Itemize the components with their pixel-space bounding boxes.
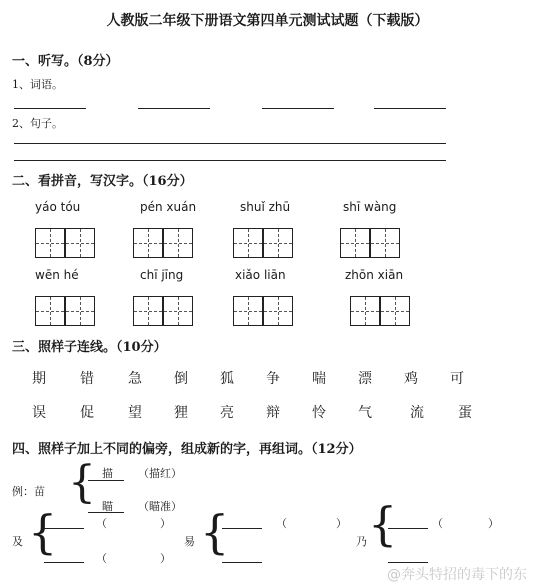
q2-paren-open-1: （	[276, 517, 287, 530]
section1-heading: 一、听写。（8分）	[12, 54, 119, 69]
writing-box[interactable]	[233, 228, 263, 258]
example-char-2: 瞄	[102, 500, 113, 513]
writing-box[interactable]	[380, 296, 410, 326]
section1-item2-label: 2、句子。	[12, 117, 63, 130]
q3-char-blank-1[interactable]	[388, 528, 428, 529]
example-line-1	[88, 480, 124, 481]
brace-icon: {	[28, 505, 58, 559]
writing-box[interactable]	[370, 228, 400, 258]
match-char-top[interactable]: 可	[450, 371, 464, 387]
match-char-bottom[interactable]: 流	[410, 405, 424, 421]
writing-box[interactable]	[133, 228, 163, 258]
q3-char-blank-2[interactable]	[388, 562, 428, 563]
brace-icon: {	[368, 497, 398, 551]
section3-heading: 三、照样子连线。（10分）	[12, 340, 167, 355]
match-char-top[interactable]: 喘	[312, 371, 326, 387]
word-blank-2[interactable]	[138, 108, 210, 109]
match-char-bottom[interactable]: 蛋	[458, 405, 472, 421]
writing-box[interactable]	[340, 228, 370, 258]
match-char-top[interactable]: 错	[80, 371, 94, 387]
q2-char-blank-1[interactable]	[222, 528, 262, 529]
writing-box[interactable]	[263, 296, 293, 326]
word-blank-4[interactable]	[374, 108, 446, 109]
pinyin-7: xiǎo liān	[235, 268, 286, 282]
writing-box[interactable]	[350, 296, 380, 326]
match-char-bottom[interactable]: 辩	[266, 405, 280, 421]
word-blank-1[interactable]	[14, 108, 86, 109]
writing-box[interactable]	[35, 228, 65, 258]
writing-box[interactable]	[35, 296, 65, 326]
writing-box[interactable]	[163, 228, 193, 258]
q3-paren-open-1: （	[432, 517, 443, 530]
match-char-top[interactable]: 鸡	[404, 371, 418, 387]
word-blank-3[interactable]	[262, 108, 334, 109]
match-char-top[interactable]: 倒	[174, 371, 188, 387]
brace-icon: {	[200, 505, 230, 559]
q2-base-char: 易	[184, 535, 195, 548]
brace-icon: {	[68, 457, 96, 508]
watermark: @奔头特招的毒下的东	[387, 567, 527, 583]
pinyin-2: pén xuán	[140, 200, 197, 214]
match-char-bottom[interactable]: 怜	[312, 405, 326, 421]
q1-paren-open-1: （	[96, 517, 107, 530]
match-char-top[interactable]: 漂	[358, 371, 372, 387]
q3-base-char: 乃	[356, 535, 367, 548]
page-title: 人教版二年级下册语文第四单元测试试题（下载版）	[106, 13, 429, 29]
example-label: 例：苗	[12, 485, 45, 498]
pinyin-4: shī wàng	[343, 200, 397, 214]
q2-char-blank-2[interactable]	[222, 562, 262, 563]
q1-paren-close-1: ）	[160, 517, 171, 530]
q1-base-char: 及	[12, 535, 23, 548]
q2-paren-close-1: ）	[336, 517, 347, 530]
match-char-bottom[interactable]: 望	[128, 405, 142, 421]
pinyin-8: zhōn xiān	[345, 268, 404, 282]
match-char-top[interactable]: 期	[32, 371, 46, 387]
q3-paren-close-1: ）	[488, 517, 499, 530]
writing-box[interactable]	[133, 296, 163, 326]
sentence-line-2[interactable]	[14, 160, 446, 161]
example-char-1: 描	[102, 467, 113, 480]
writing-box[interactable]	[65, 296, 95, 326]
match-char-bottom[interactable]: 误	[32, 405, 46, 421]
section4-heading: 四、照样子加上不同的偏旁，组成新的字，再组词。（12分）	[12, 442, 362, 457]
match-char-bottom[interactable]: 促	[80, 405, 94, 421]
pinyin-3: shuǐ zhū	[240, 200, 291, 214]
pinyin-6: chī jīng	[140, 268, 184, 282]
section1-item1-label: 1、词语。	[12, 78, 63, 91]
pinyin-1: yáo tóu	[35, 200, 81, 214]
writing-box[interactable]	[233, 296, 263, 326]
match-char-top[interactable]: 争	[266, 371, 280, 387]
match-char-top[interactable]: 狐	[220, 371, 234, 387]
q1-char-blank-2[interactable]	[44, 562, 84, 563]
sentence-line-1[interactable]	[14, 143, 446, 144]
q1-char-blank-1[interactable]	[44, 528, 84, 529]
example-word-1: （描红）	[138, 467, 182, 480]
pinyin-5: wēn hé	[35, 268, 79, 282]
match-char-top[interactable]: 急	[128, 371, 142, 387]
example-line-2	[88, 512, 124, 513]
writing-box[interactable]	[65, 228, 95, 258]
example-word-2: （瞄准）	[138, 500, 182, 513]
match-char-bottom[interactable]: 气	[358, 405, 372, 421]
match-char-bottom[interactable]: 狸	[174, 405, 188, 421]
section2-heading: 二、看拼音，写汉字。（16分）	[12, 174, 193, 189]
q1-paren-open-2: （	[96, 552, 107, 565]
match-char-bottom[interactable]: 亮	[220, 405, 234, 421]
writing-box[interactable]	[263, 228, 293, 258]
q1-paren-close-2: ）	[160, 552, 171, 565]
writing-box[interactable]	[163, 296, 193, 326]
